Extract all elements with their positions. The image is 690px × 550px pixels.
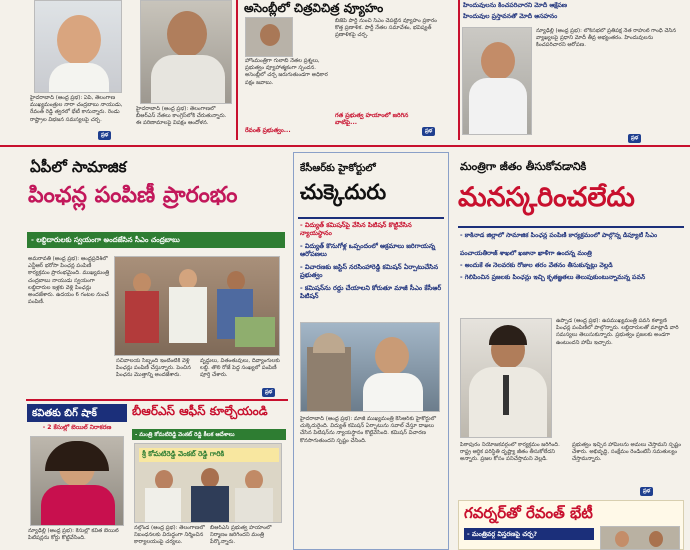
- prabha-logo: ప్రభ: [422, 127, 435, 136]
- s2-bullet-1: - విద్యుత్ కమిషన్‌పై వేసిన పిటిషన్ కొట్టివేసిన న్యాయస్థానం: [300, 221, 412, 237]
- s1-text-c: వృద్ధులు, వితంతువులు, దివ్యాంగులకు లబ్ది. తొలి రోజే పెద్ద సంఖ్యలో పంపిణీ పూర్తి చేశారు.: [200, 358, 280, 379]
- s1-banner: - లబ్దిదారులకు స్వయంగా అందజేసిన సీఎం చంద్రబాబు: [27, 232, 285, 248]
- s4-subhead: - 2 కేసుల్లో బెయిల్ నిరాకరణ: [42, 424, 112, 431]
- prabha-logo: ప్రభ: [262, 388, 275, 397]
- top-right-text: న్యూఢిల్లీ (ఆంధ్ర ప్రభ): లోక్‌సభలో ప్రతిపక్ష నేత రాహుల్ గాంధీ చేసిన వ్యాఖ్యలపై ప్రధాని మోదీ తీవ్ర అభ్యంతరం. హిందువులను కించపరిచారని ఆరోపణ.: [536, 28, 677, 49]
- s6-headline: గవర్నర్‌తో రేవంత్ భేటీ: [464, 504, 593, 522]
- s3-kicker: మంత్రిగా జీతం తీసుకోవడానికి: [460, 160, 587, 173]
- rahul-photo: [462, 27, 532, 135]
- kavitha-photo: [30, 436, 124, 526]
- s4-headline: కవితకు బిగ్ షాక్: [27, 404, 127, 422]
- assembly-headline: అసెంబ్లీలో చిత్రవిచిత్ర వ్యూహం: [244, 1, 384, 15]
- right-bullet-1: హిందువులను కించపరిచారని మోదీ ఆక్షేపణ: [463, 2, 568, 9]
- s3-bullet-4: - గెలిపించిన ప్రజలకు పింఛన్లు ఇచ్చి కృతజ్ఞతలు తెలుపుకుంటున్నామన్న పవన్: [460, 274, 646, 281]
- s2-kicker: కేసీఆర్‌కు హైకోర్టులో: [300, 163, 376, 174]
- s3-text-a: ఉప్పాడ (ఆంధ్ర ప్రభ): ఉపముఖ్యమంత్రి పవన్ కళ్యాణ్ పింఛన్ల పంపిణీలో పాల్గొన్నారు. లబ్దిదారులతో మాట్లాడి వారి సమస్యలు తెలుసుకున్నారు. ప్రభుత్వం ప్రజలకు అండగా ఉంటుందని హామీ ఇచ్చారు.: [556, 318, 679, 346]
- assembly-photo: [245, 17, 293, 57]
- governor-photo: [600, 526, 680, 550]
- prabha-logo: ప్రభ: [628, 134, 641, 143]
- s3-bullet-3: - అందుకే ఈ నెలవరకు రోజుల తరం వేతనం తీసుకున్నట్లు వెల్లడి: [460, 262, 613, 269]
- top-col2-text: హైదరాబాద్ (ఆంధ్ర ప్రభ): తెలంగాణలో బీఆర్ఎస్ నేతలు కాంగ్రెస్‌లోకి చేరుతున్నారు. ఈ పరిణామాలపై విపక్షం ఆందోళన.: [136, 106, 227, 127]
- top-col3-footer: రేవంత్ ప్రభుత్వం...: [245, 127, 291, 134]
- top-col4-footer: గత ప్రభుత్వ హయాంలో జరిగిన వాటిపై...: [335, 112, 409, 126]
- s3-text-b: పిఠాపురం నియోజకవర్గంలో కార్యక్రమం జరిగింది. రాష్ట్ర ఆర్థిక పరిస్థితి దృష్ట్యా జీతం తీసుకోలేదని అన్నారు. ప్రజల కోసం పనిచేస్తామని వెల్లడి.: [460, 442, 560, 463]
- top-col1-text: హైదరాబాద్ (ఆంధ్ర ప్రభ): ఏపీ, తెలంగాణ ముఖ్యమంత్రుల నారా చంద్రబాబు నాయుడు, రేవంత్ రెడ్డి త్వరలో భేటీ కానున్నారు. రెండు రాష్ట్రాల విభజన సమస్యలపై చర్చ.: [30, 95, 123, 123]
- pawan-photo: [460, 318, 552, 438]
- s4-text: న్యూఢిల్లీ (ఆంధ్ర ప్రభ): కేసుల్లో కవిత బెయిల్ పిటిషన్లను కోర్టు కొట్టివేసింది.: [28, 528, 119, 542]
- s6-subhead: - మంత్రివర్గ విస్తరణపై చర్చ?: [464, 528, 594, 540]
- s5-subhead: - మంత్రి కోమటిరెడ్డి వెంకట్ రెడ్డి కీలక ఆదేశాలు: [132, 429, 286, 440]
- s1-text-b: సచివాలయ సిబ్బంది ఇంటింటికి వెళ్లి పింఛన్లు పంపిణీ చేస్తున్నారు. పెంచిన పింఛను మొత్తాన్ని అందజేశారు.: [116, 358, 191, 379]
- s2-text: హైదరాబాద్ (ఆంధ్ర ప్రభ): మాజీ ముఖ్యమంత్రి కేసీఆర్‌కు హైకోర్టులో చుక్కెదురైంది. విద్యుత్ కమిషన్ ఏర్పాటును సవాల్ చేస్తూ దాఖలు చేసిన పిటిషన్‌ను న్యాయస్థానం కొట్టివేసింది. కమిషన్ విచారణ కొనసాగుతుందని స్పష్టం చేసింది.: [300, 416, 437, 444]
- s3-headline: మనస్కరించలేదు: [458, 182, 635, 213]
- s5-headline: బీఆర్ఎస్ ఆఫీస్ కూల్చేయండి: [132, 404, 268, 418]
- prabha-logo: ప్రభ: [98, 131, 111, 140]
- chandrababu-photo: [34, 0, 122, 93]
- s5-text-a: నల్గొండ (ఆంధ్ర ప్రభ): తెలంగాణలో నిబంధనలకు విరుద్ధంగా నిర్మించిన కార్యాలయంపై చర్యలు.: [134, 525, 205, 546]
- s1-headline: పింఛన్ల పంపిణీ ప్రారంభం: [28, 183, 238, 208]
- s5-text-b: బీఆర్ఎస్ ప్రభుత్వ హయాంలో నిర్మాణం జరిగిందని మంత్రి పేర్కొన్నారు.: [210, 525, 272, 546]
- top-col4-text: బీజేపీ పార్టీ నుంచి సీఎం చేపట్టిన వ్యూహం ప్రకారం కొత్త ప్రణాళిక. పార్టీ నేతల సమావేశం, భవిష్యత్ ప్రణాళికపై చర్చ.: [335, 18, 437, 39]
- right-bullet-2: హిందువుల ప్రస్తావనతో మోదీ అసహనం: [463, 13, 558, 20]
- s2-bullet-2: - విద్యుత్ కొనుగోళ్ల ఒప్పందంలో అక్రమాలు జరిగాయన్న ఆరోపణలు: [300, 242, 436, 258]
- s5-sign: శ్రీ కోమటిరెడ్డి వెంకట్ రెడ్డి గారికి: [139, 448, 279, 462]
- kcr-photo: [300, 322, 440, 412]
- s2-bullet-4: - కమిషన్‌ను రద్దు చేయాలని కోరుతూ మాజీ సీఎం కేసీఆర్ పిటిషన్: [300, 284, 442, 300]
- s5-photo: [134, 443, 282, 523]
- s1-text-a: అమరావతి (ఆంధ్ర ప్రభ): ఆంధ్రప్రదేశ్‌లో ఎన్టీఆర్ భరోసా పింఛన్ల పంపిణీ కార్యక్రమం ప్రారంభమైంది. ముఖ్యమంత్రి చంద్రబాబు నాయుడు స్వయంగా లబ్దిదారుల ఇళ్లకు వెళ్లి పింఛన్లు అందజేశారు. ఉదయం 6 గంటల నుంచే పంపిణీ.: [28, 256, 110, 306]
- s3-bullet-1: - కాకినాడ జిల్లాలో సామాజిక పింఛన్ల పంపిణీ కార్యక్రమంలో పాల్గొన్న డిప్యూటీ సీఎం: [460, 232, 658, 239]
- leader-photo: [140, 0, 232, 104]
- prabha-logo: ప్రభ: [640, 487, 653, 496]
- s2-headline: చుక్కెదురు: [300, 180, 387, 204]
- s2-bullet-3: - విచారణకు జస్టిస్ నరసింహారెడ్డి కమిషన్ ఏర్పాటుచేసిన ప్రభుత్వం: [300, 263, 439, 279]
- top-col3-text: హోంమంత్రిగా గులాబీ నేతల ప్రశ్నలు, ప్రభుత్వం వ్యూహాత్మకంగా స్పందన. అసెంబ్లీలో చర్చ జరుగుతుండగా అధికార పక్షం జవాబు.: [245, 58, 328, 86]
- s1-photo: [114, 256, 280, 356]
- s3-text-c: ప్రభుత్వం ఇచ్చిన హామీలను అమలు చేస్తామని స్పష్టం చేశారు. అభివృద్ధి, సంక్షేమం రెండింటినీ సమతుల్యం చేస్తామన్నారు.: [572, 442, 681, 463]
- s3-bullet-2: పంచాయతీరాజ్ శాఖలో ఖజానా ఖాళీగా ఉందన్న మంత్రి: [460, 250, 592, 257]
- s1-kicker: ఏపీలో సామాజిక: [30, 158, 127, 176]
